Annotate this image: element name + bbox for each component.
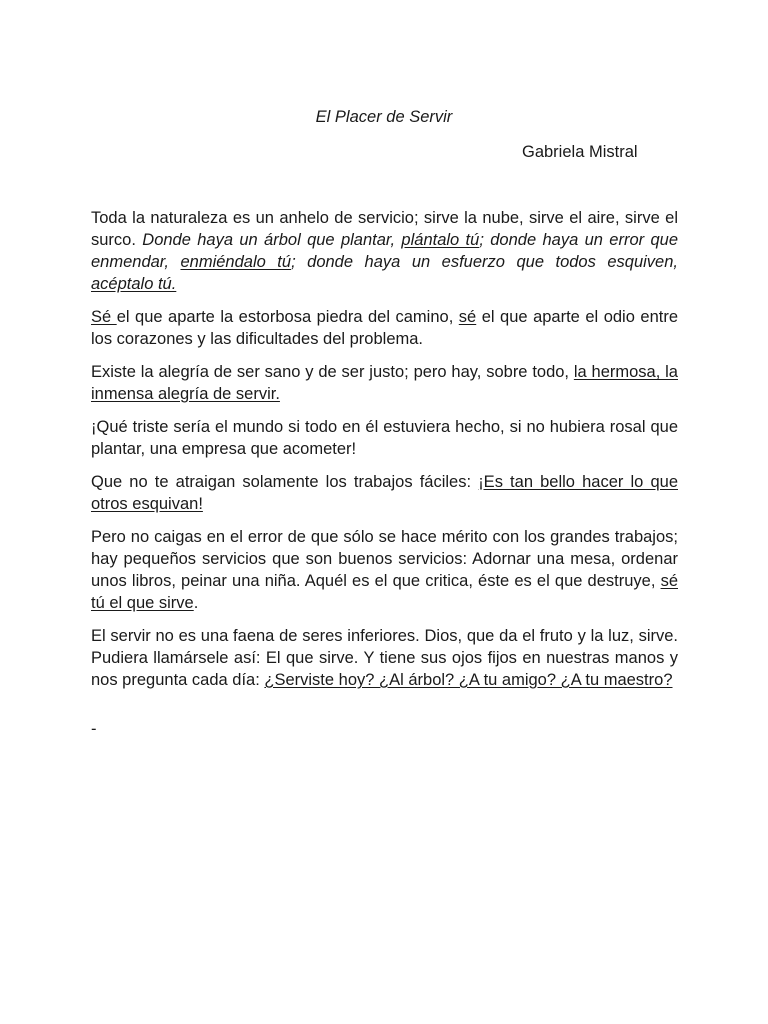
paragraph-7: [91, 625, 678, 691]
paragraph-1-underlined: enmiéndalo tú: [180, 253, 292, 271]
paragraph-4: ¡Qué triste sería el mundo si todo en él estuviera hecho, si no hubiera rosal que plantar, una empresa que acometer!: [91, 418, 678, 458]
document-author: Gabriela Mistral: [522, 143, 638, 161]
paragraph-5: [91, 471, 678, 515]
paragraph-2-underlined: Sé: [91, 308, 117, 326]
paragraph-7-text: El servir no es una faena de seres inferiores. Dios, que da el fruto y la luz, sirve. Pudiera llamársele así: El que sirve. Y tiene sus ojos fijos en nuestras manos y nos pregunta cada día:: [91, 627, 678, 689]
paragraph-5-underlined: ¡Es tan bello hacer lo que otros esquivan!: [91, 473, 678, 513]
paragraph-3-text: Existe la alegría de ser sano y de ser justo; pero hay, sobre todo,: [91, 363, 574, 381]
document-title: El Placer de Servir: [315, 108, 453, 126]
paragraph-2-text: el que aparte la estorbosa piedra del camino,: [116, 308, 459, 326]
paragraph-2: [91, 306, 678, 350]
paragraph-1-underlined: acéptalo tú.: [91, 275, 177, 293]
paragraph-6-text: .: [193, 594, 199, 612]
paragraph-5-text: Que no te atraigan solamente los trabajos fáciles:: [91, 473, 479, 491]
document-body: [91, 207, 678, 691]
paragraph-1-underlined: plántalo tú: [401, 231, 480, 249]
paragraph-1-text: Toda la naturaleza es un anhelo de servicio; sirve la nube, sirve el aire, sirve el surco.: [91, 209, 678, 249]
paragraph-1-italic: ; donde haya un esfuerzo que todos esquiven,: [291, 253, 678, 271]
paragraph-2-text: el que aparte el odio entre los corazones y las dificultades del problema.: [91, 308, 678, 348]
paragraph-7-underlined: ¿Serviste hoy? ¿Al árbol? ¿A tu amigo? ¿A tu maestro?: [264, 671, 673, 689]
paragraph-6-text: Pero no caigas en el error de que sólo se hace mérito con los grandes trabajos; hay pequeños servicios que son buenos servicios: Adornar una mesa, ordenar unos libros, peinar una niña. Aquél es el que critica, éste es el que destruye,: [91, 528, 678, 590]
paragraph-3: [91, 361, 678, 405]
paragraph-1-italic: ; donde haya un error que enmendar,: [91, 231, 678, 271]
paragraph-3-underlined: la hermosa, la inmensa alegría de servir.: [91, 363, 678, 403]
paragraph-2-underlined: sé: [458, 308, 477, 326]
trailing-dash: -: [91, 720, 97, 738]
paragraph-1-italic: Donde haya un árbol que plantar,: [142, 231, 402, 249]
paragraph-6: [91, 526, 678, 614]
paragraph-6-underlined: sé tú el que sirve: [91, 572, 678, 612]
paragraph-1: [91, 207, 678, 295]
